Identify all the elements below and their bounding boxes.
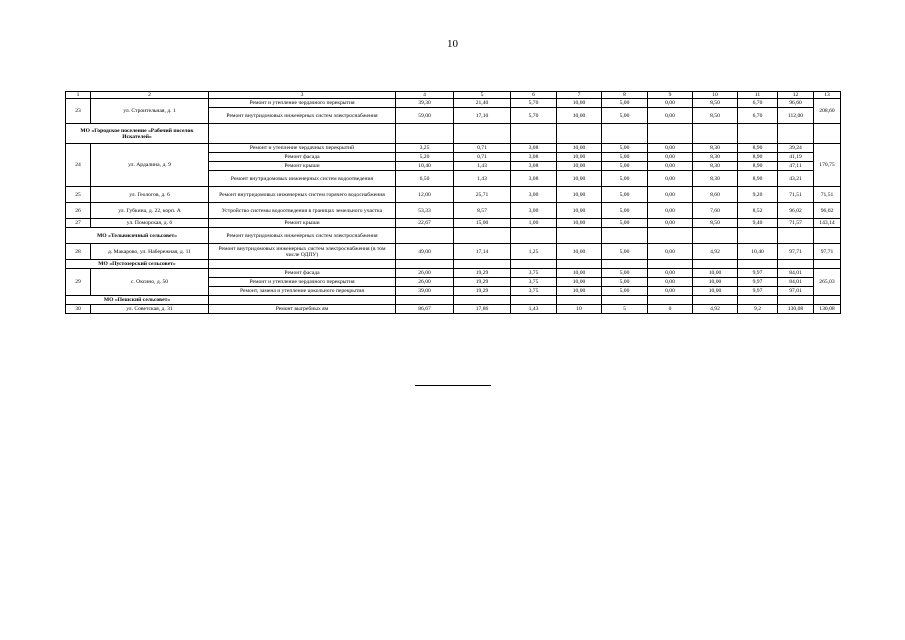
value-cell: 26,00 bbox=[396, 278, 454, 287]
value-cell: 71,57 bbox=[778, 219, 814, 228]
separator-line bbox=[415, 385, 491, 386]
column-number: 13 bbox=[814, 92, 841, 99]
value-cell: 3,75 bbox=[511, 287, 557, 296]
address-cell: д. Макарово, ул. Набережная, д. 11 bbox=[91, 244, 209, 260]
value-cell: 4,92 bbox=[693, 305, 738, 314]
value-cell: 19,29 bbox=[454, 269, 511, 278]
value-cell: 49,00 bbox=[396, 244, 454, 260]
value-cell: 10,40 bbox=[396, 162, 454, 171]
value-cell: 0,00 bbox=[648, 171, 693, 187]
value-cell: 3,08 bbox=[511, 171, 557, 187]
value-cell: 86,67 bbox=[396, 305, 454, 314]
value-cell: 3,08 bbox=[511, 144, 557, 153]
value-cell: 5,00 bbox=[602, 187, 648, 203]
value-cell: 10,00 bbox=[557, 287, 602, 296]
value-cell: 17,10 bbox=[454, 108, 511, 124]
value-cell: 10,00 bbox=[557, 244, 602, 260]
column-number: 6 bbox=[511, 92, 557, 99]
value-cell: 8,90 bbox=[738, 171, 778, 187]
value-cell: 7,60 bbox=[693, 203, 738, 219]
value-cell: 15,00 bbox=[454, 219, 511, 228]
value-cell: 10,00 bbox=[557, 144, 602, 153]
group-row bbox=[66, 228, 841, 244]
value-cell: 1,00 bbox=[511, 219, 557, 228]
value-cell: 39,30 bbox=[396, 99, 454, 108]
value-cell: 17,86 bbox=[454, 305, 511, 314]
work-type-cell: Ремонт внутридомовых инженерных систем горячего водоснабжения bbox=[209, 187, 396, 203]
value-cell: 8,52 bbox=[738, 203, 778, 219]
column-number-row bbox=[66, 92, 841, 99]
value-cell: 26,00 bbox=[396, 269, 454, 278]
value-cell: 10,40 bbox=[738, 244, 778, 260]
work-type-cell: Ремонт крыши bbox=[209, 162, 396, 171]
value-cell: 5,70 bbox=[511, 99, 557, 108]
value-cell: 3,75 bbox=[511, 269, 557, 278]
work-type-cell: Устройство системы водоотведения в границах земельного участка bbox=[209, 203, 396, 219]
table-row bbox=[66, 99, 841, 108]
value-cell: 10,00 bbox=[557, 162, 602, 171]
value-cell: 10,00 bbox=[557, 153, 602, 162]
page-number: 10 bbox=[447, 38, 458, 50]
value-cell: 9,20 bbox=[738, 187, 778, 203]
value-cell: 53,33 bbox=[396, 203, 454, 219]
value-cell: 8,30 bbox=[693, 162, 738, 171]
column-number: 2 bbox=[91, 92, 209, 99]
value-cell: 10,00 bbox=[557, 171, 602, 187]
address-cell: ул. Советская, д. 31 bbox=[91, 305, 209, 314]
value-cell: 47,11 bbox=[778, 162, 814, 171]
value-cell: 59,00 bbox=[396, 108, 454, 124]
value-cell: 10,00 bbox=[557, 278, 602, 287]
municipality-heading: МО «Городское поселение «Рабочий поселок Искателей» bbox=[66, 124, 209, 144]
work-type-cell: Ремонт внутридомовых инженерных систем электроснабжения bbox=[209, 228, 396, 244]
value-cell: 84,01 bbox=[778, 278, 814, 287]
value-cell: 3,75 bbox=[511, 278, 557, 287]
value-cell: 3,00 bbox=[511, 203, 557, 219]
value-cell: 1,43 bbox=[511, 305, 557, 314]
column-number: 3 bbox=[209, 92, 396, 99]
group-row bbox=[66, 296, 841, 305]
value-cell: 9,97 bbox=[738, 287, 778, 296]
value-cell: 8,50 bbox=[693, 219, 738, 228]
value-cell: 0,00 bbox=[648, 99, 693, 108]
value-cell: 5,00 bbox=[602, 287, 648, 296]
table-row bbox=[66, 219, 841, 228]
value-cell: 96,02 bbox=[778, 203, 814, 219]
value-cell: 0,00 bbox=[648, 153, 693, 162]
value-cell: 130,08 bbox=[778, 305, 814, 314]
value-cell: 6,70 bbox=[738, 108, 778, 124]
value-cell: 25,71 bbox=[454, 187, 511, 203]
value-cell: 3,08 bbox=[511, 162, 557, 171]
value-cell: 8,50 bbox=[693, 99, 738, 108]
value-cell: 0,71 bbox=[454, 144, 511, 153]
total-cell: 97,71 bbox=[814, 244, 841, 260]
column-number: 10 bbox=[693, 92, 738, 99]
total-cell: 265,03 bbox=[814, 269, 841, 296]
value-cell: 5,00 bbox=[602, 171, 648, 187]
work-type-cell: Ремонт внутридомовых инженерных систем электроснабжения (в том числе ОДПУ) bbox=[209, 244, 396, 260]
value-cell: 8,90 bbox=[738, 153, 778, 162]
table-row bbox=[66, 144, 841, 153]
value-cell: 6,70 bbox=[738, 99, 778, 108]
column-number: 7 bbox=[557, 92, 602, 99]
value-cell: 0,00 bbox=[648, 287, 693, 296]
column-number: 8 bbox=[602, 92, 648, 99]
value-cell: 0,00 bbox=[648, 203, 693, 219]
work-type-cell: Ремонт крыши bbox=[209, 219, 396, 228]
value-cell: 0,71 bbox=[454, 153, 511, 162]
value-cell: 41,19 bbox=[778, 153, 814, 162]
value-cell: 39,24 bbox=[778, 144, 814, 153]
value-cell: 5,00 bbox=[602, 99, 648, 108]
value-cell: 0,00 bbox=[648, 162, 693, 171]
value-cell: 84,01 bbox=[778, 269, 814, 278]
value-cell: 3,00 bbox=[511, 187, 557, 203]
total-cell: 170,75 bbox=[814, 144, 841, 187]
total-cell: 143,14 bbox=[814, 219, 841, 228]
value-cell: 10 bbox=[557, 305, 602, 314]
value-cell: 10,00 bbox=[557, 187, 602, 203]
row-number: 30 bbox=[66, 305, 91, 314]
municipality-heading: МО «Пешский сельсовет» bbox=[66, 296, 209, 305]
work-type-cell: Ремонт выгребных ям bbox=[209, 305, 396, 314]
value-cell: 0,00 bbox=[648, 187, 693, 203]
total-cell: 71,51 bbox=[814, 187, 841, 203]
value-cell: 0 bbox=[648, 305, 693, 314]
value-cell: 9,2 bbox=[738, 305, 778, 314]
value-cell: 3,25 bbox=[396, 144, 454, 153]
value-cell: 17,14 bbox=[454, 244, 511, 260]
value-cell: 5,00 bbox=[602, 108, 648, 124]
value-cell: 8,90 bbox=[738, 144, 778, 153]
value-cell: 5,00 bbox=[602, 269, 648, 278]
value-cell: 0,00 bbox=[648, 244, 693, 260]
value-cell: 5,20 bbox=[396, 153, 454, 162]
row-number: 25 bbox=[66, 187, 91, 203]
repair-cost-table bbox=[65, 91, 841, 314]
work-type-cell: Ремонт, замена и утепление цокольного перекрытия bbox=[209, 287, 396, 296]
row-number: 23 bbox=[66, 99, 91, 124]
municipality-heading: МО «Тельвисочный сельсовет» bbox=[66, 228, 209, 244]
value-cell: 9,40 bbox=[738, 219, 778, 228]
value-cell: 3,08 bbox=[511, 153, 557, 162]
value-cell: 8,50 bbox=[693, 108, 738, 124]
address-cell: ул. Губкина, д. 22, корп. А bbox=[91, 203, 209, 219]
column-number: 9 bbox=[648, 92, 693, 99]
municipality-heading: МО «Пустозерский сельсовет» bbox=[66, 260, 209, 269]
value-cell: 10,00 bbox=[557, 219, 602, 228]
value-cell: 5,00 bbox=[602, 144, 648, 153]
value-cell: 5,00 bbox=[602, 153, 648, 162]
value-cell: 1,43 bbox=[454, 162, 511, 171]
value-cell: 10,00 bbox=[693, 287, 738, 296]
value-cell: 10,00 bbox=[557, 269, 602, 278]
work-type-cell: Ремонт фасада bbox=[209, 269, 396, 278]
value-cell: 19,29 bbox=[454, 278, 511, 287]
address-cell: с. Оксино, д. 50 bbox=[91, 269, 209, 296]
work-type-cell: Ремонт фасада bbox=[209, 153, 396, 162]
value-cell: 21,40 bbox=[454, 99, 511, 108]
value-cell: 71,51 bbox=[778, 187, 814, 203]
value-cell: 5,70 bbox=[511, 108, 557, 124]
column-number: 5 bbox=[454, 92, 511, 99]
row-number: 24 bbox=[66, 144, 91, 187]
table-row bbox=[66, 187, 841, 203]
work-type-cell: Ремонт и утепление чердачного перекрытия bbox=[209, 278, 396, 287]
value-cell: 5,00 bbox=[602, 278, 648, 287]
row-number: 28 bbox=[66, 244, 91, 260]
value-cell: 5,00 bbox=[602, 219, 648, 228]
table-row bbox=[66, 244, 841, 260]
value-cell: 5,00 bbox=[602, 162, 648, 171]
work-type-cell: Ремонт и утепление чердачных перекрытий bbox=[209, 144, 396, 153]
value-cell: 10,00 bbox=[557, 203, 602, 219]
value-cell: 96,60 bbox=[778, 99, 814, 108]
column-number: 12 bbox=[778, 92, 814, 99]
work-type-cell: Ремонт и утепление чердачного перекрытия bbox=[209, 99, 396, 108]
row-number: 27 bbox=[66, 219, 91, 228]
total-cell: 208,60 bbox=[814, 99, 841, 124]
work-type-cell: Ремонт внутридомовых инженерных систем водоотведения bbox=[209, 171, 396, 187]
address-cell: ул. Ардалина, д. 9 bbox=[91, 144, 209, 187]
address-cell: ул. Поморская, д. 6 bbox=[91, 219, 209, 228]
value-cell: 19,29 bbox=[454, 287, 511, 296]
value-cell: 8,30 bbox=[693, 153, 738, 162]
column-number: 1 bbox=[66, 92, 91, 99]
value-cell: 8,90 bbox=[738, 162, 778, 171]
value-cell: 9,97 bbox=[738, 269, 778, 278]
value-cell: 0,00 bbox=[648, 108, 693, 124]
value-cell: 8,30 bbox=[693, 171, 738, 187]
total-cell: 130,08 bbox=[814, 305, 841, 314]
value-cell: 39,00 bbox=[396, 287, 454, 296]
value-cell: 0,00 bbox=[648, 269, 693, 278]
value-cell: 10,00 bbox=[693, 278, 738, 287]
value-cell: 10,00 bbox=[557, 99, 602, 108]
value-cell: 6,50 bbox=[396, 171, 454, 187]
address-cell: ул. Геологов, д. 6 bbox=[91, 187, 209, 203]
value-cell: 9,97 bbox=[738, 278, 778, 287]
value-cell: 0,00 bbox=[648, 144, 693, 153]
total-cell: 96,02 bbox=[814, 203, 841, 219]
value-cell: 5 bbox=[602, 305, 648, 314]
value-cell: 8,57 bbox=[454, 203, 511, 219]
value-cell: 97,01 bbox=[778, 287, 814, 296]
value-cell: 8,60 bbox=[693, 187, 738, 203]
value-cell: 5,00 bbox=[602, 203, 648, 219]
group-row bbox=[66, 124, 841, 144]
row-number: 29 bbox=[66, 269, 91, 296]
column-number: 11 bbox=[738, 92, 778, 99]
address-cell: ул. Строительная, д. 1 bbox=[91, 99, 209, 124]
value-cell: 43,21 bbox=[778, 171, 814, 187]
table-row bbox=[66, 203, 841, 219]
row-number: 26 bbox=[66, 203, 91, 219]
value-cell: 0,00 bbox=[648, 278, 693, 287]
table-row bbox=[66, 269, 841, 278]
value-cell: 112,00 bbox=[778, 108, 814, 124]
column-number: 4 bbox=[396, 92, 454, 99]
value-cell: 8,30 bbox=[693, 144, 738, 153]
value-cell: 97,71 bbox=[778, 244, 814, 260]
value-cell: 10,00 bbox=[693, 269, 738, 278]
value-cell: 4,92 bbox=[693, 244, 738, 260]
value-cell: 0,00 bbox=[648, 219, 693, 228]
work-type-cell: Ремонт внутридомовых инженерных систем электроснабжения bbox=[209, 108, 396, 124]
value-cell: 1,43 bbox=[454, 171, 511, 187]
value-cell: 1,25 bbox=[511, 244, 557, 260]
value-cell: 12,00 bbox=[396, 187, 454, 203]
value-cell: 5,00 bbox=[602, 244, 648, 260]
table-row bbox=[66, 305, 841, 314]
group-row bbox=[66, 260, 841, 269]
value-cell: 22,67 bbox=[396, 219, 454, 228]
value-cell: 10,00 bbox=[557, 108, 602, 124]
